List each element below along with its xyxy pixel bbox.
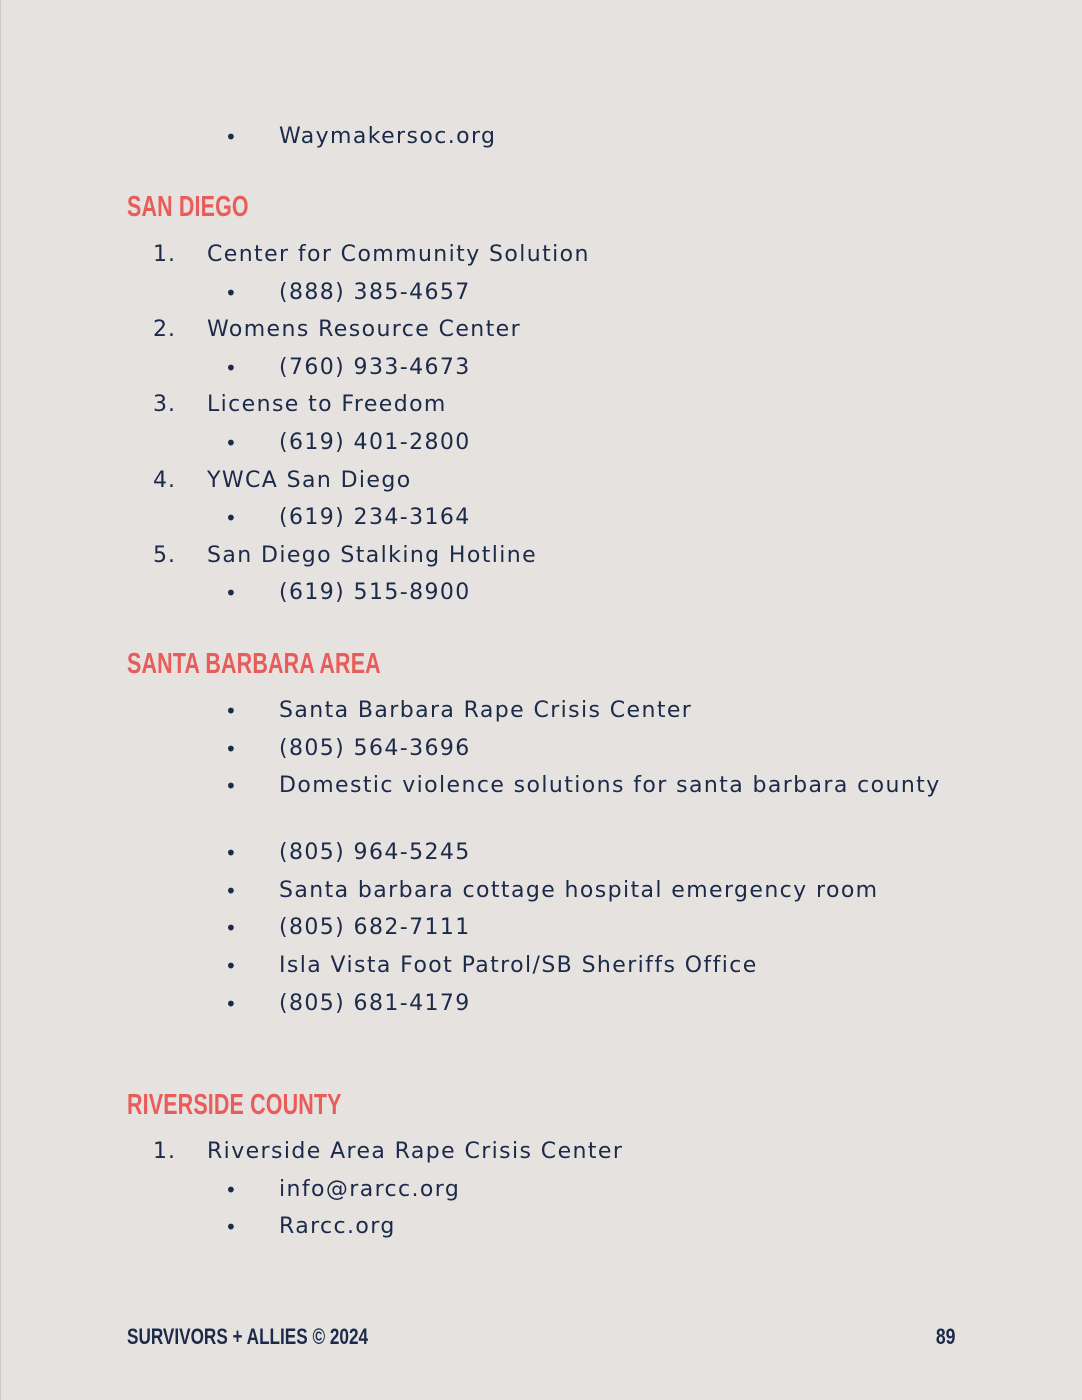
section-heading-san-diego: SAN DIEGO [127,191,249,223]
bullet-icon: • [225,125,237,149]
footer-copyright: SURVIVORS + ALLIES © 2024 [127,1324,369,1349]
list-number: 1. [153,1139,176,1164]
org-name: San Diego Stalking Hotline [207,543,538,568]
org-name: Womens Resource Center [207,317,522,342]
section-heading-riverside: RIVERSIDE COUNTY [127,1089,342,1121]
list-number: 5. [153,543,176,568]
bullet-icon: • [225,699,237,723]
org-name: YWCA San Diego [207,468,412,493]
website-link[interactable]: Rarcc.org [279,1214,396,1239]
bullet-icon: • [225,879,237,903]
bullet-icon: • [225,506,237,530]
section-heading-santa-barbara: SANTA BARBARA AREA [127,648,381,680]
bullet-icon: • [225,1215,237,1239]
list-number: 1. [153,242,176,267]
bullet-icon: • [225,281,237,305]
org-name: License to Freedom [207,392,447,417]
page-number: 89 [935,1324,955,1349]
bullet-icon: • [225,356,237,380]
bullet-icon: • [225,954,237,978]
bullet-icon: • [225,431,237,455]
bullet-icon: • [225,992,237,1016]
phone-number: (805) 564-3696 [279,736,471,761]
list-number: 3. [153,392,176,417]
bullet-icon: • [225,581,237,605]
list-number: 4. [153,468,176,493]
phone-number: (888) 385-4657 [279,280,471,305]
list-item: Santa barbara cottage hospital emergency room [279,878,879,903]
phone-number: (619) 401-2800 [279,430,471,455]
phone-number: (805) 682-7111 [279,915,471,940]
list-number: 2. [153,317,176,342]
phone-number: (619) 515-8900 [279,580,471,605]
bullet-icon: • [225,841,237,865]
list-item: Santa Barbara Rape Crisis Center [279,698,693,723]
org-name: Center for Community Solution [207,242,590,267]
email-link[interactable]: info@rarcc.org [279,1177,461,1202]
bullet-icon: • [225,1178,237,1202]
bullet-icon: • [225,774,237,798]
list-item: Isla Vista Foot Patrol/SB Sheriffs Office [279,953,758,978]
bullet-icon: • [225,916,237,940]
phone-number: (619) 234-3164 [279,505,471,530]
org-name: Riverside Area Rape Crisis Center [207,1139,624,1164]
website-link[interactable]: Waymakersoc.org [279,124,497,149]
page-edge [0,0,1,1400]
phone-number: (805) 964-5245 [279,840,471,865]
phone-number: (805) 681-4179 [279,991,471,1016]
list-item: Domestic violence solutions for santa barbara county [279,773,941,798]
phone-number: (760) 933-4673 [279,355,471,380]
bullet-icon: • [225,737,237,761]
